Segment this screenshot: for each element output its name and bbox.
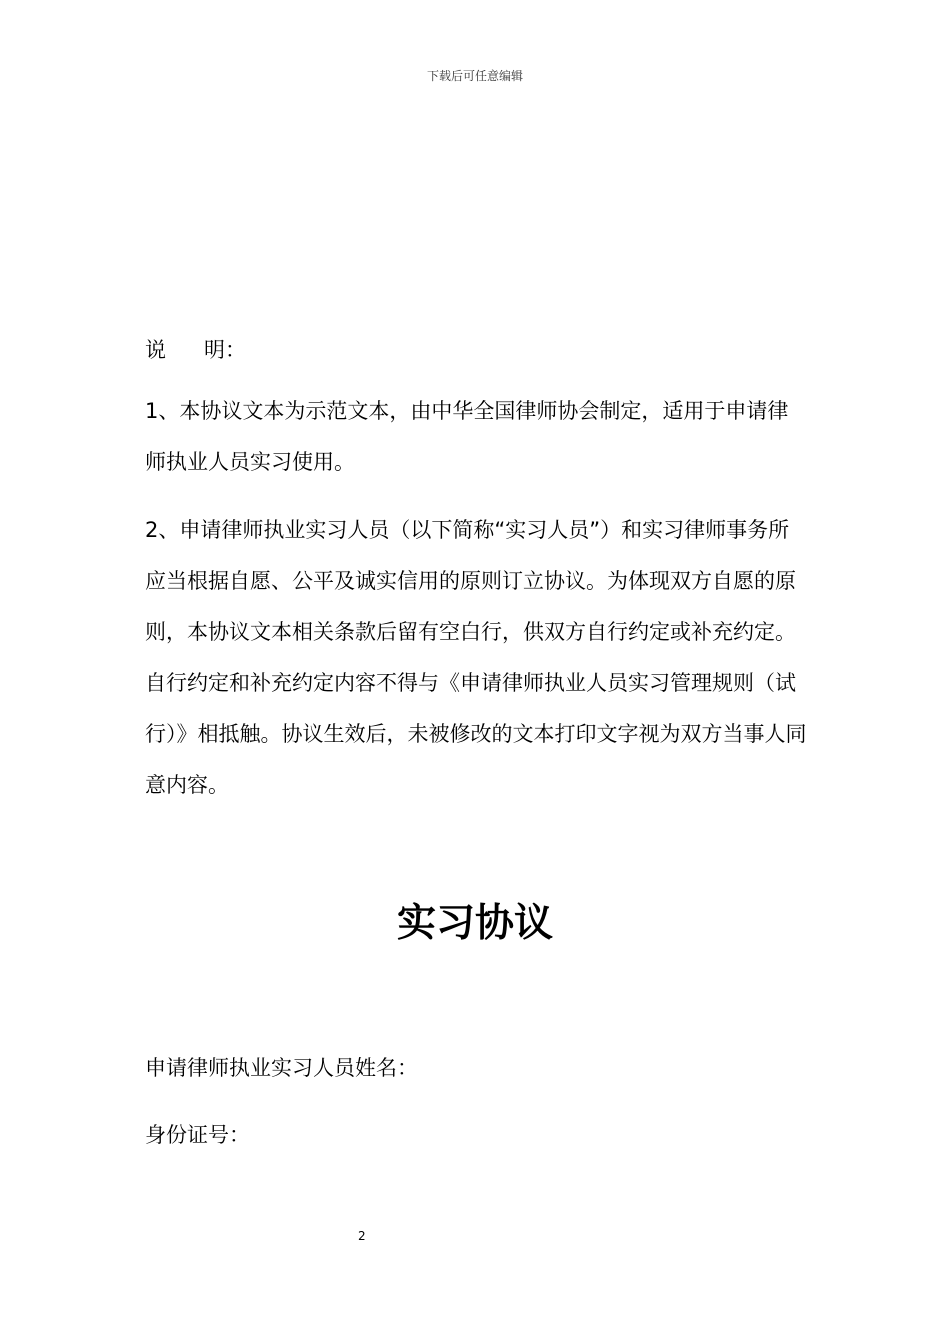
notes-paragraph-1: 1、本协议文本为示范文本，由中华全国律师协会制定，适用于申请律师执业人员实习使用。: [145, 399, 789, 474]
page-number: 2: [358, 1229, 366, 1243]
agreement-title: 实习协议: [396, 901, 553, 946]
notes-title: [145, 330, 246, 370]
notes-paragraph-2: 2、申请律师执业实习人员（以下简称“实习人员”）和实习律师事务所应当根据自愿、公平及诚实信用的原则订立协议。为体现双方自愿的原则，本协议文本相关条款后留有空白行，供双方自行约定或补充约定。自行约定和补充约定内容不得与《申请律师执业人员实习管理规则（试行）》相抵触。协议生效后，未被修改的文本打印文字视为双方当事人同意内容。: [145, 518, 807, 797]
notes-title-left: 说: [145, 338, 166, 362]
header-note: 下载后可任意编辑: [426, 69, 523, 83]
id-number-label: 身份证号：: [145, 1123, 250, 1147]
intern-name-label: 申请律师执业实习人员姓名：: [145, 1056, 418, 1080]
notes-title-right: 明：: [204, 338, 246, 362]
